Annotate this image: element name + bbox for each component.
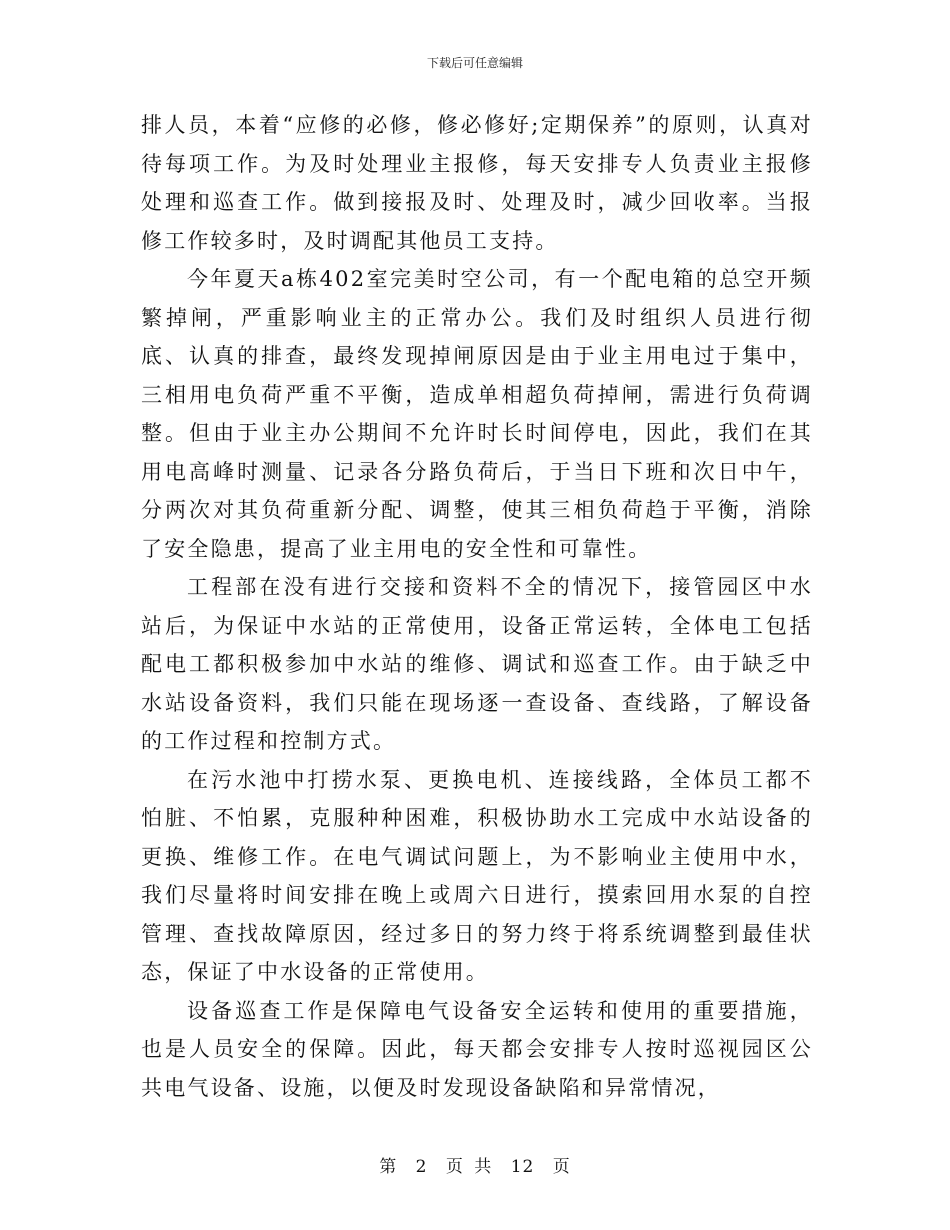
paragraph-3: 工程部在没有进行交接和资料不全的情况下，接管园区中水站后，为保证中水站的正常使用，设备正常运转，全体电工包括配电工都积极参加中水站的维修、调试和巡查工作。由于缺乏中水站设备资料，我们只能在现场逐一查设备、查线路，了解设备的工作过程和控制方式。 [141,575,813,753]
header-note: 下载后可任意编辑 [426,56,523,70]
footer-suffix: 页 [552,1157,571,1177]
page-footer [0,1152,950,1177]
paragraph-2: 今年夏天a栋402室完美时空公司，有一个配电箱的总空开频繁掉闸，严重影响业主的正常办公。我们及时组织人员进行彻底、认真的排查，最终发现掉闸原因是由于业主用电过于集中，三相用电负荷严重不平衡，造成单相超负荷掉闸，需进行负荷调整。但由于业主办公期间不允许时长时间停电，因此，我们在其用电高峰时测量、记录各分路负荷后，于当日下班和次日中午，分两次对其负荷重新分配、调整，使其三相负荷趋于平衡，消除了安全隐患，提高了业主用电的安全性和可靠性。 [141,267,813,561]
paragraph-5: 设备巡查工作是保障电气设备安全运转和使用的重要措施，也是人员安全的保障。因此，每天都会安排专人按时巡视园区公共电气设备、设施，以便及时发现设备缺陷和异常情况， [141,998,813,1100]
document-body [141,106,813,1107]
footer-current-page: 2 [415,1157,428,1177]
paragraph-4: 在污水池中打捞水泵、更换电机、连接线路，全体员工都不怕脏、不怕累，克服种种困难，积极协助水工完成中水站设备的更换、维修工作。在电气调试问题上，为不影响业主使用中水，我们尽量将时间安排在晚上或周六日进行，摸索回用水泵的自控管理、查找故障原因，经过多日的努力终于将系统调整到最佳状态，保证了中水设备的正常使用。 [141,767,813,984]
footer-middle: 页 共 [445,1157,493,1177]
footer-total-pages: 12 [510,1157,535,1177]
footer-prefix: 第 [379,1157,398,1177]
paragraph-1: 排人员，本着“应修的必修，修必修好;定期保养”的原则，认真对待每项工作。为及时处理业主报修，每天安排专人负责业主报修处理和巡查工作。做到接报及时、处理及时，减少回收率。当报修工作较多时，及时调配其他员工支持。 [141,113,813,253]
